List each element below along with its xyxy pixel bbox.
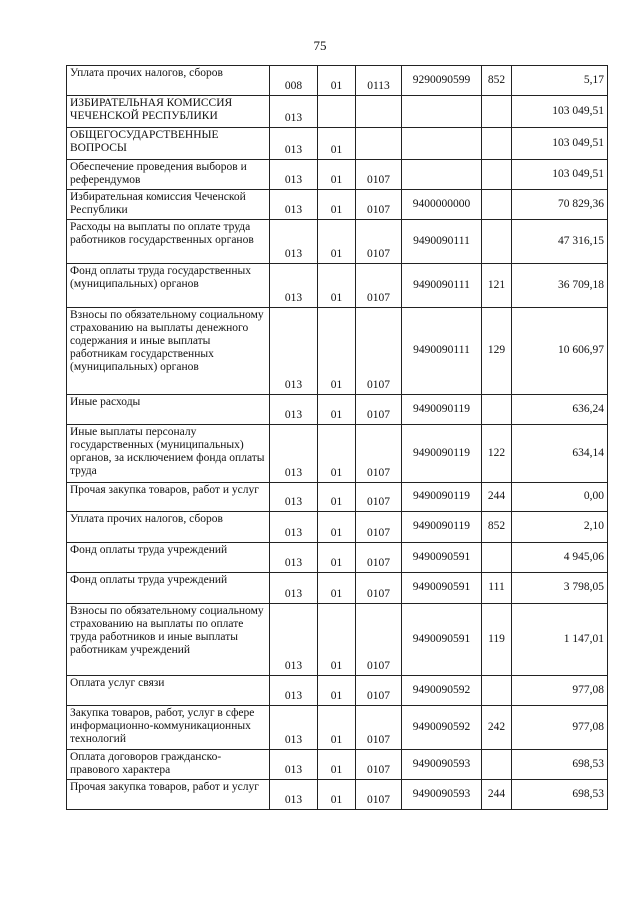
amount-cell: 1 147,01 [512, 604, 608, 676]
ved-code-cell: 008 [270, 66, 318, 96]
table-row [67, 543, 608, 573]
subsection-code-cell: 0107 [356, 190, 402, 220]
row-name-cell: Фонд оплаты труда учреждений [67, 573, 270, 604]
target-article-cell: 9490090591 [402, 543, 482, 573]
expense-type-cell [482, 676, 512, 706]
section-code-cell: 01 [318, 308, 356, 395]
amount-cell: 103 049,51 [512, 128, 608, 160]
section-code-cell: 01 [318, 750, 356, 780]
expense-type-cell [482, 220, 512, 264]
ved-code-cell: 013 [270, 220, 318, 264]
expense-type-cell [482, 750, 512, 780]
target-article-cell [402, 128, 482, 160]
amount-cell: 698,53 [512, 780, 608, 810]
target-article-cell: 9490090592 [402, 676, 482, 706]
section-code-cell: 01 [318, 264, 356, 308]
amount-cell: 0,00 [512, 483, 608, 512]
table-row [67, 308, 608, 395]
row-name-cell: Иные расходы [67, 395, 270, 425]
amount-cell: 977,08 [512, 676, 608, 706]
amount-cell: 4 945,06 [512, 543, 608, 573]
section-code-cell: 01 [318, 676, 356, 706]
amount-cell: 70 829,36 [512, 190, 608, 220]
subsection-code-cell: 0107 [356, 543, 402, 573]
target-article-cell [402, 96, 482, 128]
target-article-cell: 9490090119 [402, 395, 482, 425]
subsection-code-cell: 0107 [356, 308, 402, 395]
table-row [67, 264, 608, 308]
ved-code-cell: 013 [270, 750, 318, 780]
subsection-code-cell: 0107 [356, 425, 402, 483]
section-code-cell: 01 [318, 543, 356, 573]
amount-cell: 634,14 [512, 425, 608, 483]
ved-code-cell: 013 [270, 604, 318, 676]
target-article-cell: 9290090599 [402, 66, 482, 96]
row-name-cell: Взносы по обязательному социальному страхованию на выплаты по оплате труда работников и иные выплаты работникам учреждений [67, 604, 270, 676]
ved-code-cell: 013 [270, 128, 318, 160]
subsection-code-cell: 0113 [356, 66, 402, 96]
subsection-code-cell: 0107 [356, 750, 402, 780]
expense-type-cell [482, 128, 512, 160]
subsection-code-cell: 0107 [356, 706, 402, 750]
row-name-cell: Прочая закупка товаров, работ и услуг [67, 780, 270, 810]
ved-code-cell: 013 [270, 573, 318, 604]
expense-type-cell: 852 [482, 66, 512, 96]
target-article-cell: 9490090591 [402, 573, 482, 604]
table-row [67, 96, 608, 128]
expense-type-cell: 244 [482, 483, 512, 512]
expense-type-cell [482, 160, 512, 190]
section-code-cell: 01 [318, 220, 356, 264]
row-name-cell: Уплата прочих налогов, сборов [67, 512, 270, 543]
ved-code-cell: 013 [270, 543, 318, 573]
section-code-cell: 01 [318, 160, 356, 190]
section-code-cell: 01 [318, 706, 356, 750]
section-code-cell: 01 [318, 395, 356, 425]
row-name-cell: Фонд оплаты труда учреждений [67, 543, 270, 573]
target-article-cell: 9400000000 [402, 190, 482, 220]
table-row [67, 220, 608, 264]
subsection-code-cell: 0107 [356, 160, 402, 190]
table-row [67, 604, 608, 676]
amount-cell: 698,53 [512, 750, 608, 780]
table-row [67, 425, 608, 483]
expense-type-cell: 121 [482, 264, 512, 308]
row-name-cell: Обеспечение проведения выборов и референдумов [67, 160, 270, 190]
ved-code-cell: 013 [270, 483, 318, 512]
ved-code-cell: 013 [270, 425, 318, 483]
amount-cell: 47 316,15 [512, 220, 608, 264]
table-row [67, 573, 608, 604]
table-row [67, 706, 608, 750]
expense-type-cell [482, 543, 512, 573]
table-row [67, 190, 608, 220]
table-row [67, 512, 608, 543]
amount-cell: 636,24 [512, 395, 608, 425]
ved-code-cell: 013 [270, 780, 318, 810]
expense-type-cell: 119 [482, 604, 512, 676]
ved-code-cell: 013 [270, 96, 318, 128]
expense-type-cell: 242 [482, 706, 512, 750]
target-article-cell: 9490090119 [402, 512, 482, 543]
subsection-code-cell: 0107 [356, 573, 402, 604]
table-row [67, 780, 608, 810]
page-number: 75 [313, 38, 327, 53]
table-body [67, 66, 608, 810]
row-name-cell: Взносы по обязательному социальному страхованию на выплаты денежного содержания и иные выплаты работникам государственных (муниципальных) органов [67, 308, 270, 395]
subsection-code-cell: 0107 [356, 512, 402, 543]
section-code-cell [318, 96, 356, 128]
ved-code-cell: 013 [270, 190, 318, 220]
row-name-cell: Оплата договоров гражданско-правового характера [67, 750, 270, 780]
row-name-cell: Уплата прочих налогов, сборов [67, 66, 270, 96]
section-code-cell: 01 [318, 573, 356, 604]
ved-code-cell: 013 [270, 512, 318, 543]
table-row [67, 160, 608, 190]
table-row [67, 395, 608, 425]
budget-table [66, 65, 608, 810]
row-name-cell: Оплата услуг связи [67, 676, 270, 706]
target-article-cell: 9490090593 [402, 780, 482, 810]
section-code-cell: 01 [318, 512, 356, 543]
row-name-cell: Иные выплаты персоналу государственных (муниципальных) органов, за исключением фонда оплаты труда [67, 425, 270, 483]
table-row [67, 128, 608, 160]
amount-cell: 2,10 [512, 512, 608, 543]
target-article-cell: 9490090592 [402, 706, 482, 750]
section-code-cell: 01 [318, 66, 356, 96]
row-name-cell: Закупка товаров, работ, услуг в сфере информационно-коммуникационных технологий [67, 706, 270, 750]
ved-code-cell: 013 [270, 308, 318, 395]
expense-type-cell [482, 395, 512, 425]
subsection-code-cell: 0107 [356, 264, 402, 308]
row-name-cell: Расходы на выплаты по оплате труда работников государственных органов [67, 220, 270, 264]
subsection-code-cell: 0107 [356, 483, 402, 512]
subsection-code-cell: 0107 [356, 676, 402, 706]
section-code-cell: 01 [318, 190, 356, 220]
target-article-cell: 9490090591 [402, 604, 482, 676]
row-name-cell: Избирательная комиссия Чеченской Республики [67, 190, 270, 220]
target-article-cell [402, 160, 482, 190]
target-article-cell: 9490090119 [402, 483, 482, 512]
section-code-cell: 01 [318, 483, 356, 512]
target-article-cell: 9490090111 [402, 264, 482, 308]
target-article-cell: 9490090111 [402, 308, 482, 395]
table-row [67, 750, 608, 780]
table-row [67, 676, 608, 706]
amount-cell: 3 798,05 [512, 573, 608, 604]
target-article-cell: 9490090593 [402, 750, 482, 780]
amount-cell: 977,08 [512, 706, 608, 750]
section-code-cell: 01 [318, 128, 356, 160]
amount-cell: 103 049,51 [512, 160, 608, 190]
section-code-cell: 01 [318, 780, 356, 810]
section-code-cell: 01 [318, 425, 356, 483]
expense-type-cell: 852 [482, 512, 512, 543]
target-article-cell: 9490090119 [402, 425, 482, 483]
ved-code-cell: 013 [270, 160, 318, 190]
expense-type-cell [482, 96, 512, 128]
subsection-code-cell: 0107 [356, 604, 402, 676]
subsection-code-cell: 0107 [356, 395, 402, 425]
row-name-cell: ОБЩЕГОСУДАРСТВЕННЫЕ ВОПРОСЫ [67, 128, 270, 160]
ved-code-cell: 013 [270, 264, 318, 308]
amount-cell: 36 709,18 [512, 264, 608, 308]
target-article-cell: 9490090111 [402, 220, 482, 264]
row-name-cell: ИЗБИРАТЕЛЬНАЯ КОМИССИЯ ЧЕЧЕНСКОЙ РЕСПУБЛИКИ [67, 96, 270, 128]
expense-type-cell: 122 [482, 425, 512, 483]
table-row [67, 483, 608, 512]
subsection-code-cell [356, 96, 402, 128]
expense-type-cell: 129 [482, 308, 512, 395]
expense-type-cell: 111 [482, 573, 512, 604]
row-name-cell: Фонд оплаты труда государственных (муниципальных) органов [67, 264, 270, 308]
ved-code-cell: 013 [270, 676, 318, 706]
row-name-cell: Прочая закупка товаров, работ и услуг [67, 483, 270, 512]
amount-cell: 10 606,97 [512, 308, 608, 395]
ved-code-cell: 013 [270, 395, 318, 425]
expense-type-cell: 244 [482, 780, 512, 810]
subsection-code-cell: 0107 [356, 780, 402, 810]
ved-code-cell: 013 [270, 706, 318, 750]
subsection-code-cell [356, 128, 402, 160]
section-code-cell: 01 [318, 604, 356, 676]
amount-cell: 5,17 [512, 66, 608, 96]
expense-type-cell [482, 190, 512, 220]
subsection-code-cell: 0107 [356, 220, 402, 264]
amount-cell: 103 049,51 [512, 96, 608, 128]
table-row [67, 66, 608, 96]
